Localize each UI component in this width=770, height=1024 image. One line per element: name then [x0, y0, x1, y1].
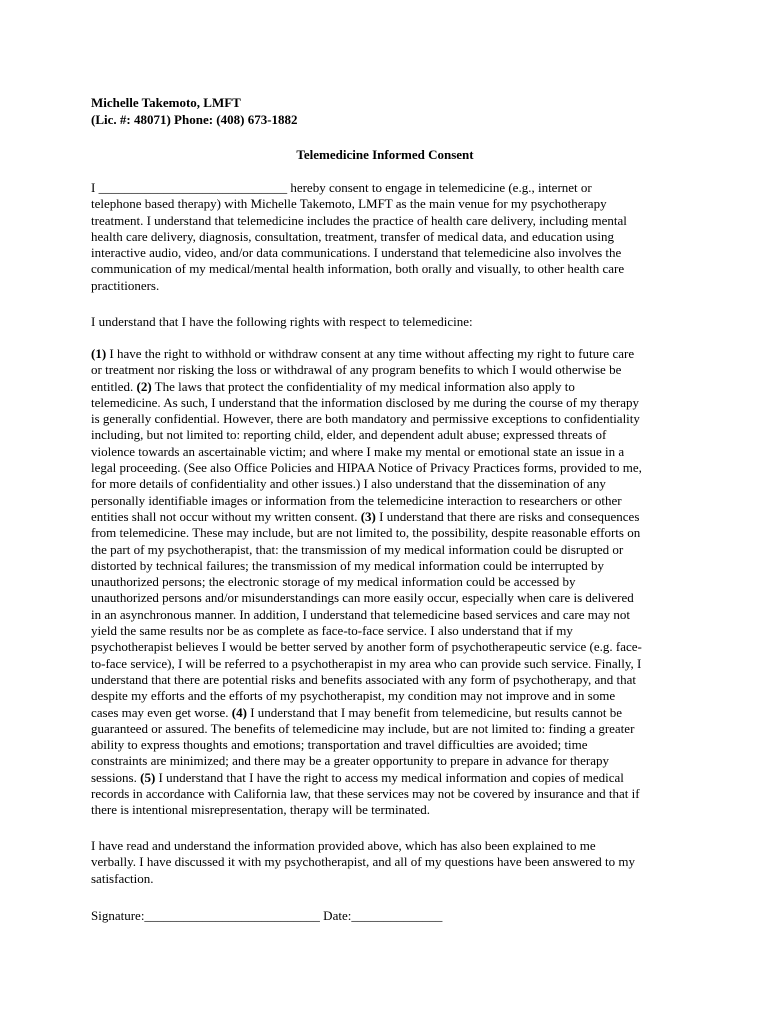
therapist-header — [91, 94, 298, 128]
rights-line: distorted by technical failures; the transmission of my medical information could be interrupted by — [91, 557, 605, 573]
rights-line: psychotherapist believes I would be better served by another form of psychotherapeutic service (e.g. face- — [91, 639, 642, 655]
rights-line: or treatment nor risking the loss or withdrawal of any program benefits to which I would otherwise be — [91, 362, 622, 378]
rights-paragraph — [91, 346, 691, 819]
right-number-1: (1) — [91, 346, 107, 361]
acknowledgment-line: I have read and understand the information provided above, which has also been explained to me — [91, 838, 596, 853]
rights-line: telemedicine. As such, I understand that the information disclosed by me during the course of my therapy — [91, 394, 640, 410]
rights-intro: I understand that I have the following rights with respect to telemedicine: — [91, 314, 473, 329]
rights-line: to-face service), I will be referred to a psychotherapist in my area who can provide such service. Finally, I — [91, 655, 642, 671]
right-number-5: (5) — [140, 769, 156, 785]
consent-paragraph — [91, 180, 691, 294]
rights-line: ability to express thoughts and emotions; transportation and travel difficulties are avoided; time — [91, 737, 588, 753]
rights-line: records in accordance with California law, that these services may not be covered by insurance and that if — [91, 786, 640, 802]
rights-line: the part of my psychotherapist, that: the transmission of my medical information could be disrupted or — [91, 541, 624, 557]
rights-line: violence towards an ascertainable victim; and where I make my mental or emotional state an issue in a — [91, 443, 625, 459]
rights-line: there is intentional misrepresentation, therapy will be terminated. — [91, 802, 430, 818]
therapist-contact: (Lic. #: 48071) Phone: (408) 673-1882 — [91, 112, 298, 127]
rights-line: unauthorized persons and/or misunderstandings can more easily occur, especially when care is delivered — [91, 590, 634, 606]
rights-line: (1) I have the right to withhold or withdraw consent at any time without affecting my right to future care — [91, 346, 635, 361]
rights-line: cases may even get worse. (4) I understand that I may benefit from telemedicine, but results cannot be — [91, 704, 623, 720]
rights-line: entitled. (2) The laws that protect the confidentiality of my medical information also apply to — [91, 378, 575, 394]
rights-line: legal proceeding. (See also Office Policies and HIPAA Notice of Privacy Practices forms, provided to me, — [91, 460, 642, 476]
rights-line: entities shall not occur without my written consent. (3) I understand that there are risks and consequences — [91, 508, 640, 524]
consent-line: practitioners. — [91, 277, 160, 293]
consent-line: communication of my medical/mental health information, both orally and visually, to other health care — [91, 261, 625, 277]
signature-date-line[interactable]: Signature:___________________________ Date:______________ — [91, 908, 443, 923]
acknowledgment-line: satisfaction. — [91, 870, 154, 886]
acknowledgment-paragraph — [91, 838, 691, 887]
therapist-name: Michelle Takemoto, LMFT — [91, 95, 241, 110]
consent-line: I _____________________________ hereby consent to engage in telemedicine (e.g., internet or — [91, 180, 592, 195]
rights-line: understand that there are potential risks and benefits associated with any form of psychotherapy, and that — [91, 671, 636, 687]
rights-line: constraints are minimized; and there may be a greater opportunity to prepare in advance for therapy — [91, 753, 609, 769]
consent-line: telephone based therapy) with Michelle Takemoto, LMFT as the main venue for my psychotherapy — [91, 196, 607, 212]
acknowledgment-line: verbally. I have discussed it with my psychotherapist, and all of my questions have been answered to my — [91, 854, 635, 870]
rights-line: for more details of confidentiality and other issues.) I also understand that the dissemination of any — [91, 476, 606, 492]
right-number-3: (3) — [360, 508, 376, 524]
right-number-2: (2) — [136, 378, 152, 394]
rights-line: is generally confidential. However, there are both mandatory and permissive exceptions to confidentiality — [91, 411, 640, 427]
rights-line: from telemedicine. These may include, but are not limited to, the possibility, despite reasonable efforts on — [91, 525, 641, 541]
rights-line: in an asynchronous manner. In addition, I understand that telemedicine based services and care may not — [91, 606, 630, 622]
rights-line: unauthorized persons; the electronic storage of my medical information could be accessed by — [91, 574, 576, 590]
right-number-4: (4) — [231, 704, 247, 720]
rights-line: yield the same results nor be as complete as face-to-face service. I also understand that if my — [91, 623, 573, 639]
rights-line: guaranteed or assured. The benefits of telemedicine may include, but are not limited to: finding a greater — [91, 720, 635, 736]
rights-line: including, but not limited to: reporting child, elder, and dependent adult abuse; expressed threats of — [91, 427, 607, 443]
consent-line: treatment. I understand that telemedicine includes the practice of health care delivery, including mental — [91, 212, 627, 228]
rights-line: despite my efforts and the efforts of my psychotherapist, my condition may not improve and in some — [91, 688, 616, 704]
rights-line: personally identifiable images or information from the telemedicine interaction to researchers or other — [91, 492, 622, 508]
consent-line: health care delivery, diagnosis, consultation, treatment, transfer of medical data, and education using — [91, 228, 614, 244]
rights-line: sessions. (5) I understand that I have the right to access my medical information and copies of medical — [91, 769, 624, 785]
consent-line: interactive audio, video, and/or data communications. I understand that telemedicine also involves the — [91, 245, 622, 261]
document-title: Telemedicine Informed Consent — [296, 147, 474, 162]
